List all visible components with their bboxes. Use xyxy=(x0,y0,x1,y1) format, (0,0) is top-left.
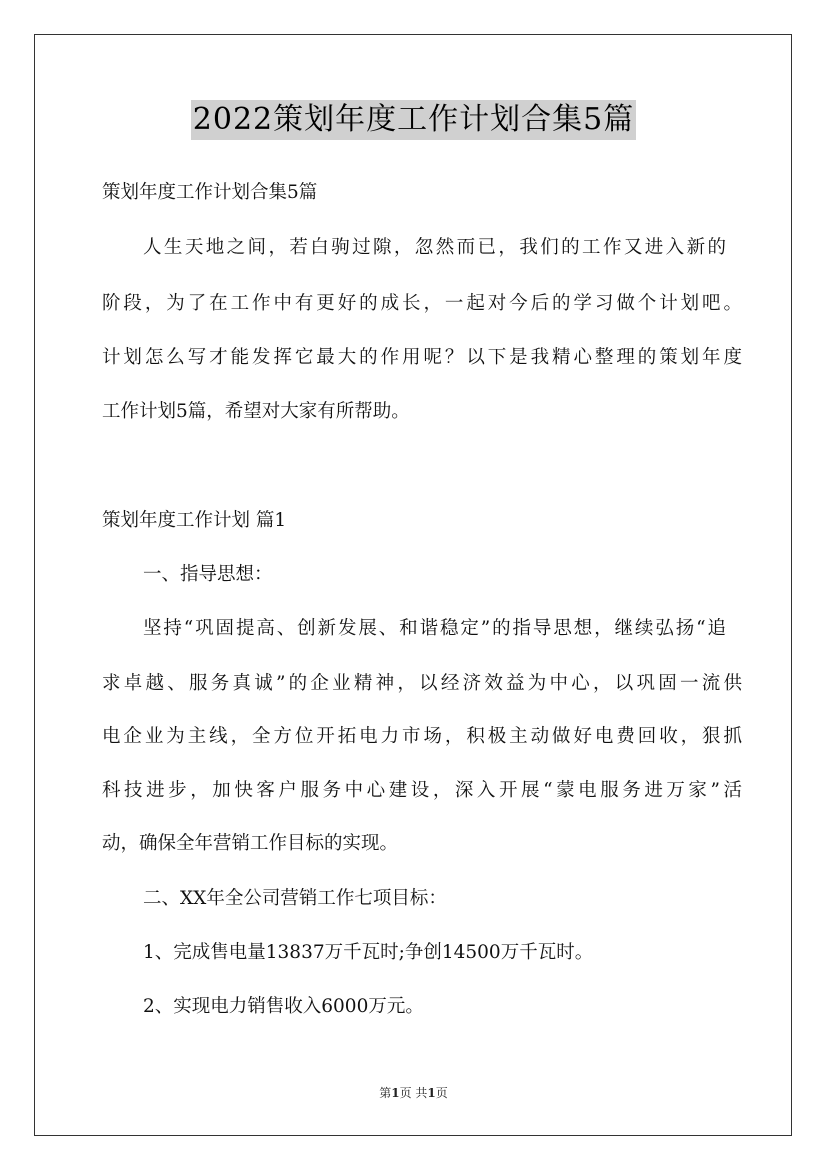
footer-suffix: 页 xyxy=(435,1086,448,1100)
intro-line-4: 工作计划5篇，希望对大家有所帮助。 xyxy=(102,401,410,422)
para1-line-3: 电企业为主线，全方位开拓电力市场，积极主动做好电费回收，狠抓 xyxy=(102,726,742,747)
para1-line-2: 求卓越、服务真诚”的企业精神，以经济效益为中心，以巩固一流供 xyxy=(102,673,742,694)
title-wrap xyxy=(0,100,827,140)
section1-heading: 策划年度工作计划 篇1 xyxy=(102,510,287,531)
list-item: 2、实现电力销售收入6000万元。 xyxy=(143,996,424,1017)
footer-prefix: 第 xyxy=(379,1086,392,1100)
point1-heading: 一、指导思想： xyxy=(143,564,273,585)
intro-line-3: 计划怎么写才能发挥它最大的作用呢？以下是我精心整理的策划年度 xyxy=(102,347,742,368)
intro-line-1: 人生天地之间，若白驹过隙，忽然而已，我们的工作又进入新的 xyxy=(143,237,726,258)
document-title: 2022策划年度工作计划合集5篇 xyxy=(191,100,636,140)
page-footer xyxy=(0,1084,827,1101)
para1-line-1: 坚持“巩固提高、创新发展、和谐稳定”的指导思想，继续弘扬“追 xyxy=(143,618,726,639)
list-item: 1、完成售电量13837万千瓦时;争创14500万千瓦时。 xyxy=(143,942,594,963)
document-subtitle: 策划年度工作计划合集5篇 xyxy=(102,182,318,203)
footer-mid: 页 共 xyxy=(399,1086,428,1100)
point2-heading: 二、XX年全公司营销工作七项目标： xyxy=(143,888,447,909)
intro-line-2: 阶段，为了在工作中有更好的成长，一起对今后的学习做个计划吧。 xyxy=(102,293,742,314)
footer-page-total: 1 xyxy=(427,1086,436,1100)
footer-page-number: 1 xyxy=(391,1086,400,1100)
para1-line-4: 科技进步，加快客户服务中心建设，深入开展“蒙电服务进万家”活 xyxy=(102,780,742,801)
para1-line-5: 动，确保全年营销工作目标的实现。 xyxy=(102,833,399,854)
